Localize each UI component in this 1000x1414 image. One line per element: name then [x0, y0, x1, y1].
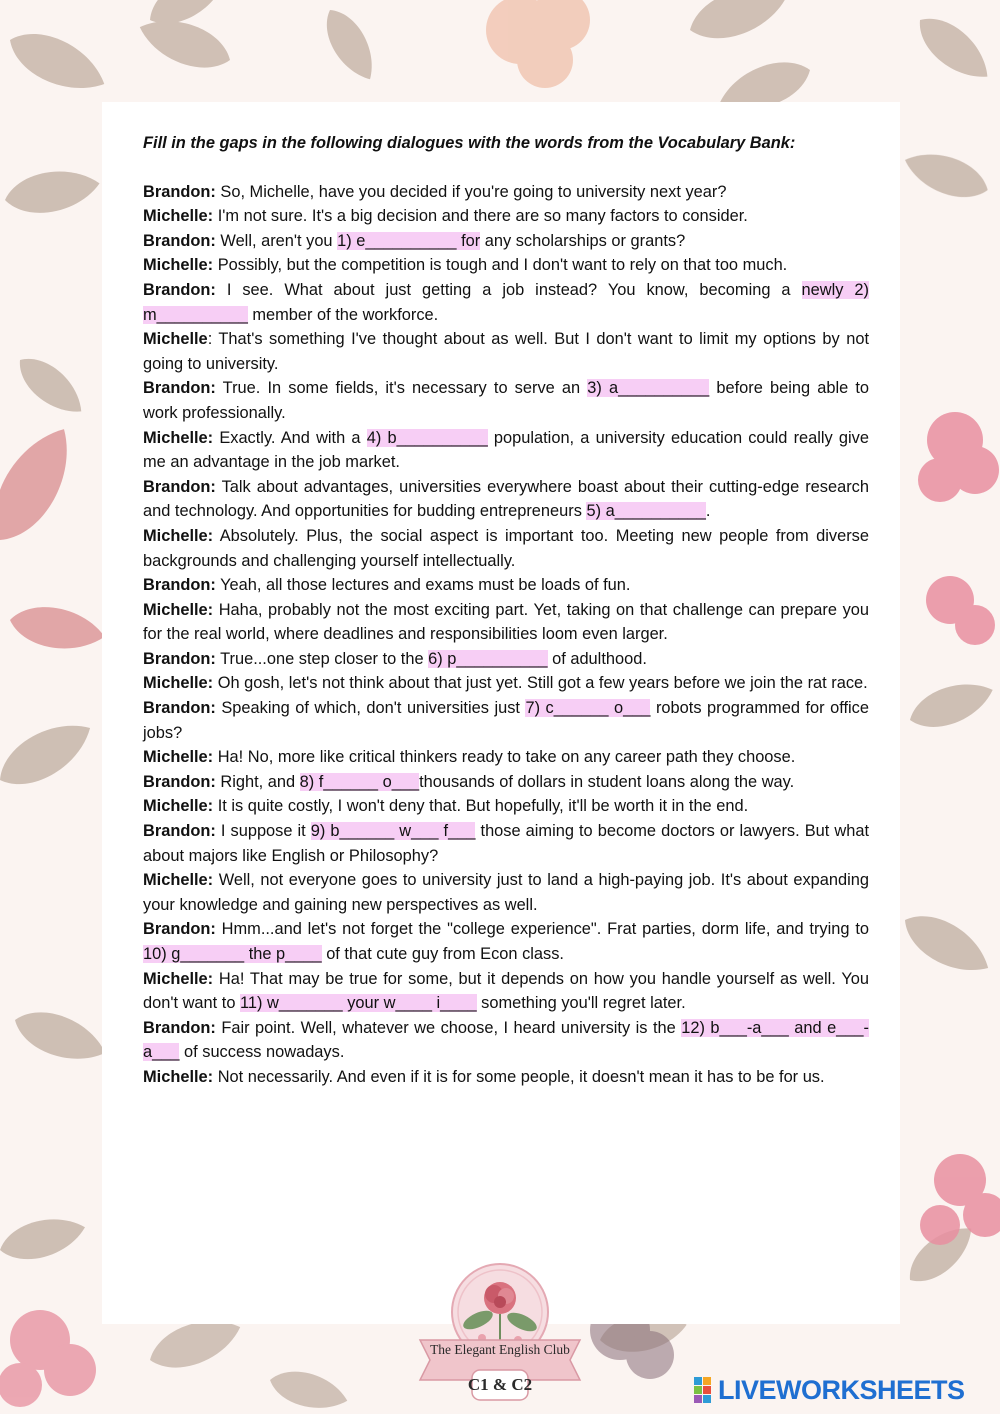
- dialogue-text: something you'll regret later.: [476, 994, 686, 1013]
- gap-field[interactable]: 3) a__________: [587, 379, 710, 398]
- dialogue-text: Exactly. And with a: [213, 428, 367, 447]
- gap-field[interactable]: 12) b___-a___ and e___-a___: [143, 1018, 869, 1062]
- club-name: The Elegant English Club: [430, 1342, 570, 1357]
- dialogue-text: Oh gosh, let's not think about that just yet. Still got a few years before we join the rat race.: [213, 674, 868, 693]
- dialogue-text: of adulthood.: [547, 649, 647, 668]
- dialogue-text: Ha! That may be true for some, but it depends on how you handle yourself as well. You don't want to: [143, 969, 869, 1013]
- speaker-name: Michelle:: [143, 526, 214, 545]
- dialogue: [143, 180, 869, 1090]
- dialogue-text: those aiming to become doctors or lawyers. But what about majors like English or Philosophy?: [143, 822, 869, 865]
- dialogue-line: [143, 278, 869, 327]
- gap-field[interactable]: newly 2) m__________: [143, 280, 869, 324]
- dialogue-text: of success nowadays.: [179, 1043, 345, 1062]
- speaker-name: Brandon:: [143, 649, 216, 668]
- speaker-name: Michelle:: [143, 797, 214, 816]
- speaker-name: Brandon:: [143, 231, 216, 250]
- speaker-name: Michelle:: [143, 207, 214, 226]
- dialogue-text: : That's something I've thought about as well. But I don't want to limit my options by not going to university.: [143, 330, 869, 373]
- dialogue-text: I'm not sure. It's a big decision and there are so many factors to consider.: [213, 207, 748, 226]
- speaker-name: Brandon:: [143, 477, 216, 496]
- dialogue-text: I see. What about just getting a job instead? You know, becoming a: [215, 280, 802, 299]
- club-level: C1 & C2: [467, 1375, 533, 1394]
- dialogue-text: Ha! No, more like critical thinkers ready to take on any career path they choose.: [213, 748, 796, 767]
- dialogue-text: Speaking of which, don't universities just: [215, 699, 526, 718]
- speaker-name: Michelle:: [143, 871, 214, 890]
- dialogue-line: [143, 794, 869, 819]
- dialogue-line: [143, 426, 869, 475]
- club-logo: [412, 1258, 588, 1408]
- gap-field[interactable]: 6) p__________: [428, 649, 548, 668]
- speaker-name: Brandon:: [143, 822, 216, 841]
- speaker-name: Brandon:: [143, 379, 216, 398]
- dialogue-text: True...one step closer to the: [215, 649, 429, 668]
- dialogue-text: Possibly, but the competition is tough and I don't want to rely on that too much.: [213, 256, 788, 275]
- dialogue-text: Talk about advantages, universities everywhere boast about their cutting-edge research and technology. And opportunities for budding entrepreneurs: [143, 477, 869, 521]
- gap-field[interactable]: 7) c______ o___: [525, 699, 651, 718]
- dialogue-text: population, a university education could really give me an advantage in the job market.: [143, 428, 869, 472]
- liveworksheets-watermark: [694, 1374, 990, 1406]
- speaker-name: Michelle:: [143, 748, 214, 767]
- watermark-text: LIVEWORKSHEETS: [718, 1374, 965, 1405]
- speaker-name: Brandon:: [143, 1018, 216, 1037]
- speaker-name: Michelle:: [143, 600, 214, 619]
- gap-field[interactable]: 4) b__________: [366, 428, 488, 447]
- dialogue-line: [143, 696, 869, 745]
- dialogue-text: Well, aren't you: [215, 231, 338, 250]
- worksheet-content: [143, 131, 869, 1090]
- dialogue-text: before being able to work professionally.: [143, 379, 870, 422]
- dialogue-text: Absolutely. Plus, the social aspect is important too. Meeting new people from diverse backgrounds and challenging yourself intellectually.: [143, 526, 869, 570]
- dialogue-text: I suppose it: [215, 822, 311, 841]
- dialogue-line: [143, 819, 869, 868]
- gap-field[interactable]: 10) g_______ the p____: [143, 945, 322, 963]
- speaker-name: Brandon:: [143, 280, 216, 299]
- dialogue-line: [143, 376, 869, 425]
- dialogue-line: [143, 671, 869, 696]
- dialogue-text: It is quite costly, I won't deny that. But hopefully, it'll be worth it in the end.: [213, 797, 749, 816]
- gap-field[interactable]: 11) w_______ your w____ i____: [239, 994, 477, 1013]
- dialogue-line: [143, 327, 869, 376]
- dialogue-line: [143, 917, 869, 966]
- dialogue-line: [143, 475, 869, 524]
- dialogue-line: [143, 967, 869, 1016]
- gap-field[interactable]: 8) f______ o___: [299, 772, 420, 791]
- dialogue-line: [143, 180, 869, 205]
- dialogue-text: Yeah, all those lectures and exams must be loads of fun.: [215, 576, 631, 595]
- liveworksheets-logo-icon: [694, 1377, 712, 1403]
- speaker-name: Michelle:: [143, 1067, 214, 1086]
- dialogue-line: [143, 745, 869, 770]
- speaker-name: Brandon:: [143, 182, 216, 201]
- dialogue-text: .: [705, 502, 711, 521]
- dialogue-line: [143, 204, 869, 229]
- speaker-name: Michelle:: [143, 674, 214, 693]
- dialogue-text: Well, not everyone goes to university just to land a high-paying job. It's about expanding your knowledge and gaining new perspectives as well.: [143, 871, 869, 914]
- speaker-name: Brandon:: [143, 699, 216, 718]
- dialogue-line: [143, 524, 869, 573]
- gap-field[interactable]: 1) e__________ for: [337, 231, 481, 250]
- dialogue-line: [143, 868, 869, 917]
- dialogue-line: [143, 229, 869, 254]
- speaker-name: Michelle:: [143, 256, 214, 275]
- dialogue-line: [143, 770, 869, 795]
- dialogue-text: thousands of dollars in student loans along the way.: [419, 772, 795, 791]
- speaker-name: Brandon:: [143, 920, 216, 939]
- dialogue-line: [143, 1065, 869, 1090]
- dialogue-text: Not necessarily. And even if it is for some people, it doesn't mean it has to be for us.: [213, 1067, 825, 1086]
- speaker-name: Michelle: [143, 330, 208, 349]
- dialogue-line: [143, 598, 869, 647]
- dialogue-text: True. In some fields, it's necessary to serve an: [215, 379, 588, 398]
- dialogue-text: Right, and: [215, 772, 300, 791]
- dialogue-line: [143, 1016, 869, 1065]
- dialogue-text: Fair point. Well, whatever we choose, I heard university is the: [215, 1018, 682, 1037]
- speaker-name: Brandon:: [143, 576, 216, 595]
- dialogue-line: [143, 647, 869, 672]
- gap-field[interactable]: 5) a__________: [586, 502, 706, 521]
- dialogue-text: Hmm...and let's not forget the "college experience". Frat parties, dorm life, and trying to: [215, 920, 869, 939]
- dialogue-text: robots programmed for office jobs?: [143, 699, 869, 742]
- dialogue-text: of that cute guy from Econ class.: [321, 945, 564, 963]
- speaker-name: Brandon:: [143, 772, 216, 791]
- dialogue-line: [143, 573, 869, 598]
- speaker-name: Michelle:: [143, 969, 214, 988]
- dialogue-text: any scholarships or grants?: [480, 231, 686, 250]
- speaker-name: Michelle:: [143, 428, 214, 447]
- dialogue-line: [143, 253, 869, 278]
- dialogue-text: member of the workforce.: [247, 305, 439, 324]
- dialogue-text: Haha, probably not the most exciting part. Yet, taking on that challenge can prepare you for the real world, where deadlines and responsibilities loom even larger.: [143, 600, 869, 644]
- instructions: Fill in the gaps in the following dialogues with the words from the Vocabulary Bank:: [143, 134, 796, 152]
- dialogue-text: So, Michelle, have you decided if you're going to university next year?: [215, 182, 727, 201]
- gap-field[interactable]: 9) b______ w___ f___: [310, 822, 476, 841]
